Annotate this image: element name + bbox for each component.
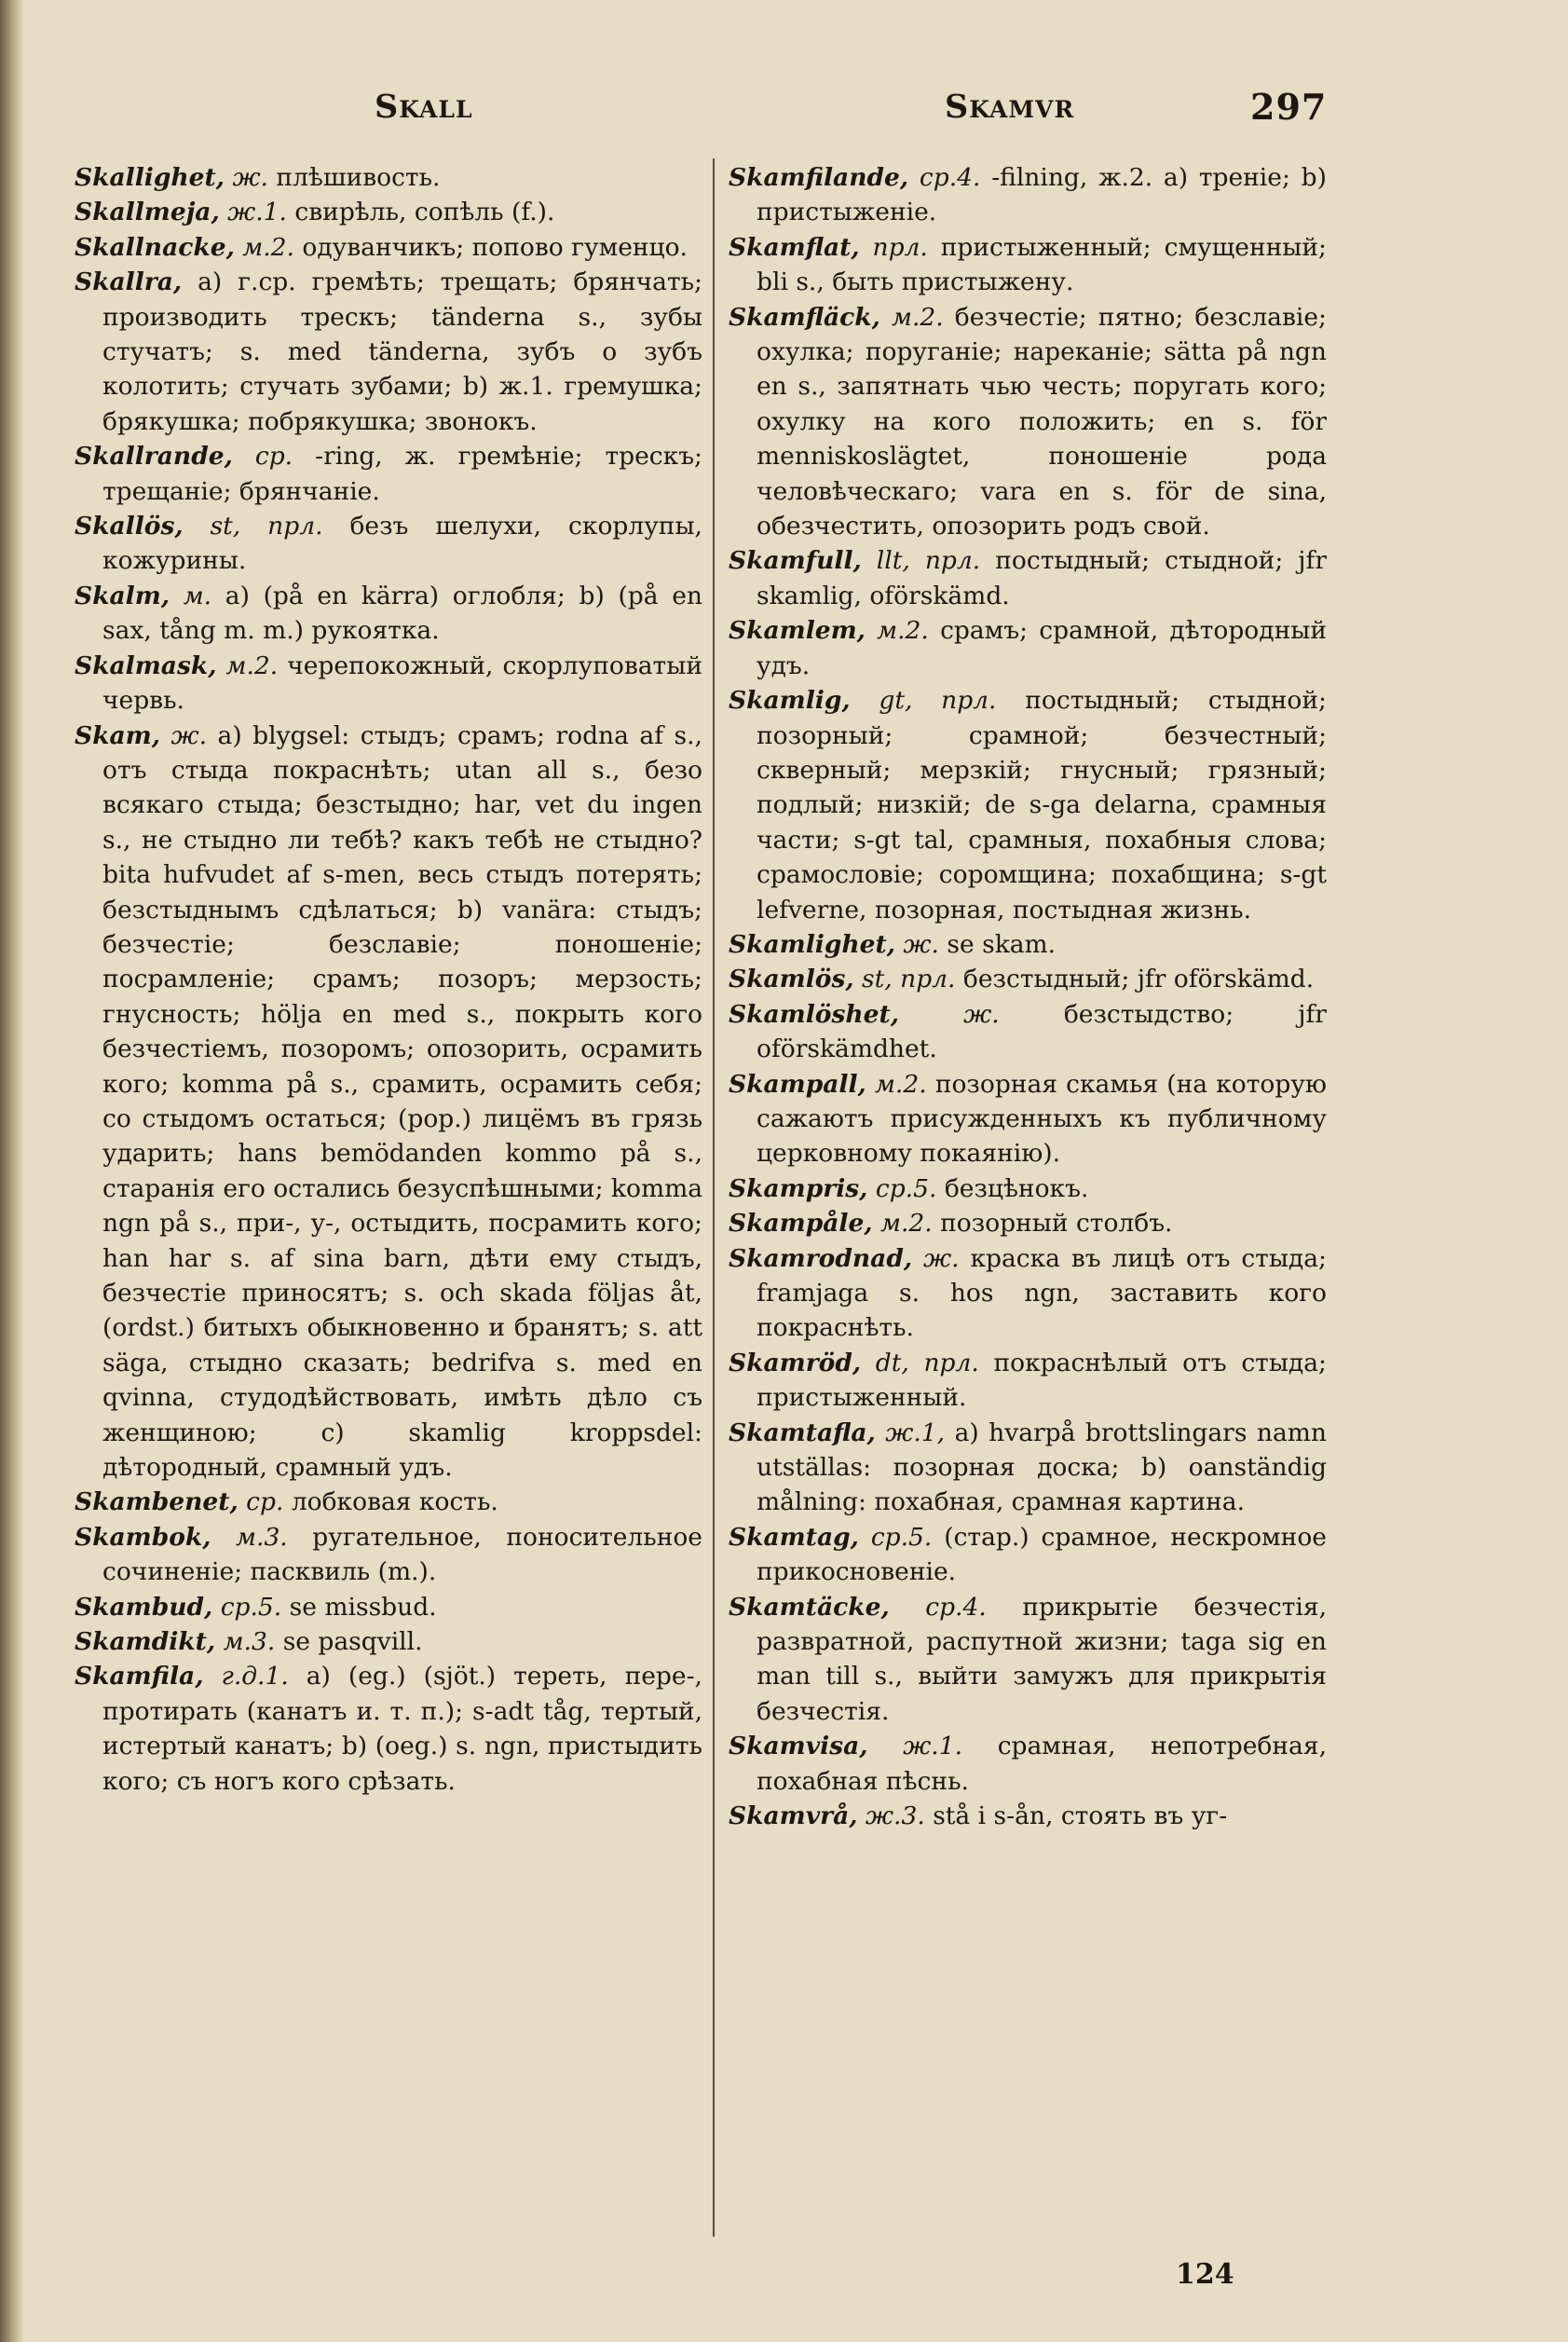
entry-headword: Skallmeja,: [75, 198, 220, 227]
entry-headword: Skallighet,: [75, 163, 225, 192]
entry-grammar: м.2.: [877, 616, 929, 646]
entry-grammar: г.д.1.: [221, 1662, 289, 1691]
entry-headword: Skamlös,: [729, 965, 854, 994]
dictionary-entry: [729, 1241, 1327, 1346]
entry-headword: Skamtafla,: [729, 1418, 876, 1447]
entry-grammar: м.2.: [891, 302, 944, 332]
running-header: [69, 82, 1327, 138]
entry-grammar: ж.: [232, 163, 268, 192]
entry-definition: (стар.) срамное, нескромное прикосновеніе.: [757, 1522, 1327, 1587]
entry-headword: Skamdikt,: [75, 1627, 216, 1657]
dictionary-entry: [729, 230, 1327, 300]
entry-grammar: ж.: [170, 720, 207, 750]
dictionary-entry: [729, 543, 1327, 613]
dictionary-entry: [729, 1206, 1327, 1240]
entry-definition: se missbud.: [289, 1592, 437, 1622]
entry-definition: краска въ лицѣ отъ стыда; framjaga s. hos ngn, заставить кого покраснѣть.: [757, 1243, 1327, 1343]
dictionary-entry: [729, 613, 1327, 683]
entry-definition: срамъ; срамной, дѣтородный удъ.: [757, 616, 1327, 680]
dictionary-entry: [75, 1520, 702, 1590]
entry-headword: Skamfull,: [729, 546, 862, 576]
entry-definition: a) blygsel: стыдъ; срамъ; rodna af s., отъ стыда покраснѣть; utan all s., безо всякаго стыда; безстыдно; har, vet du ingen s., не стыдно ли тебѣ? какъ тебѣ не стыдно? bita hufvudet af s-men, весь стыдъ потерять; безстыднымъ сдѣлаться; b) vanära: стыдъ; безчестіе; безславіе; поношеніе; посрамленіе; срамъ; позоръ; мерзость; гнусность; hölja en med s., покрыть кого безчестіемъ, позоромъ; опозорить, осрамить кого; komma på s., срамить, осрамить себя; со стыдомъ остаться; (рор.) лицёмъ въ грязь ударить; hans bemödanden kommo på s., старанія его остались безуспѣшными; komma ngn på s., при-, у-, остыдить, посрамить кого; han har s. af sina barn, дѣти ему стыдъ, безчестіе приносятъ; s. och skada följas åt, (ordst.) битыхъ обыкновенно и бранятъ; s. att säga, стыдно сказать; bedrifva s. med en qvinna, студодѣйствовать, имѣть дѣло съ женщиною; c) skamlig kroppsdel: дѣторoдный, срамный удъ.: [102, 720, 702, 1483]
entry-grammar: dt, прл.: [875, 1348, 979, 1377]
entry-grammar: ср.5.: [870, 1522, 933, 1552]
entry-grammar: st, прл.: [210, 512, 323, 541]
dictionary-entry: [729, 997, 1327, 1067]
left-column: [75, 160, 702, 2239]
dictionary-entry: [75, 195, 702, 229]
entry-definition: a) г.ср. гремѣть; трещать; брянчать; производить трескъ; tänderna s., зубы стучатъ; s. med tänderna, зубъ о зубъ колотить; стучать зубами; b) ж.1. гремушка; брякушка; побрякушка; звонокъ.: [102, 267, 702, 436]
entry-grammar: ср.4.: [919, 163, 981, 192]
entry-definition: прикрытіе безчестія, развратной, распутной жизни; taga sig en man till s., выйти замужъ для прикрытія безчестія.: [757, 1592, 1327, 1726]
entry-definition: постыдный; стыдной; jfr skamlig, oförskämd.: [757, 546, 1327, 610]
dictionary-entry: [75, 509, 702, 579]
dictionary-entry: [75, 1485, 702, 1519]
entry-headword: Skamfilande,: [729, 163, 909, 192]
entry-grammar: м.: [183, 581, 212, 610]
entry-grammar: прл.: [872, 232, 928, 262]
entry-grammar: llt, прл.: [876, 546, 981, 576]
right-column: [729, 160, 1327, 2239]
entry-definition: позорный столбъ.: [940, 1209, 1173, 1239]
entry-headword: Skambenet,: [75, 1487, 239, 1517]
entry-definition: -filning, ж.2. a) треніе; b) пристыженіе.: [757, 163, 1327, 227]
entry-grammar: ж.: [922, 1243, 960, 1273]
entry-definition: -ring, ж. гремѣніе; трескъ; трещаніе; брянчаніе.: [102, 442, 702, 506]
entry-headword: Skamvrå,: [729, 1801, 858, 1831]
entry-headword: Skamlöshet,: [729, 999, 899, 1029]
entry-definition: свирѣль, сопѣль (f.).: [294, 198, 555, 227]
entry-grammar: st, прл.: [862, 965, 956, 994]
entry-definition: одуванчикъ; попово гуменцо.: [302, 232, 688, 262]
entry-grammar: ж.: [963, 999, 1000, 1029]
entry-headword: Skamröd,: [729, 1348, 862, 1377]
entry-headword: Skamfläck,: [729, 302, 880, 332]
page-number: 297: [1250, 86, 1328, 128]
entry-grammar: ж.1,: [885, 1418, 946, 1447]
entry-grammar: м.2.: [242, 232, 294, 262]
dictionary-entry: [729, 1520, 1327, 1590]
entry-definition: черепокожный, скорлуповатый червь.: [102, 651, 702, 716]
entry-definition: пристыженный; смущенный; bli s., быть пристыжену.: [757, 232, 1327, 297]
page-edge-shadow: [0, 0, 24, 2342]
column-divider: [713, 158, 715, 2237]
entry-grammar: м.3.: [223, 1627, 276, 1657]
dictionary-entry: [729, 962, 1327, 996]
dictionary-entry: [75, 265, 702, 439]
entry-definition: плѣшивость.: [276, 163, 441, 192]
entry-headword: Skampåle,: [729, 1209, 873, 1239]
dictionary-entry: [75, 719, 702, 1486]
entry-headword: Skallrande,: [75, 442, 233, 472]
entry-grammar: ж.3.: [865, 1801, 925, 1831]
entry-headword: Skambok,: [75, 1522, 211, 1552]
entry-definition: a) hvarpå brottslingars namn utställas: позорная доска; b) oanständig målning: похабная, срамная картина.: [757, 1418, 1327, 1517]
entry-definition: stå i s-ån, стоять въ уг-: [933, 1801, 1228, 1831]
entry-headword: Skamlem,: [729, 616, 866, 646]
dictionary-entry: [75, 439, 702, 509]
entry-headword: Skambud,: [75, 1592, 213, 1622]
entry-definition: безцѣнокъ.: [944, 1173, 1089, 1203]
entry-headword: Skampris,: [729, 1173, 868, 1203]
entry-grammar: ср.: [254, 442, 293, 472]
entry-definition: ругательное, поносительное сочиненіе; пасквиль (m.).: [102, 1522, 702, 1587]
dictionary-entry: [729, 927, 1327, 962]
signature-mark: 124: [1176, 2258, 1234, 2291]
entry-definition: лобковая кость.: [291, 1487, 498, 1517]
entry-grammar: ж.1.: [227, 198, 287, 227]
dictionary-entry: [729, 1729, 1327, 1799]
dictionary-entry: [729, 160, 1327, 230]
dictionary-entry: [729, 1171, 1327, 1206]
dictionary-entry: [729, 1067, 1327, 1171]
entry-definition: позорная скамья (на которую сажаютъ присужденныхъ къ публичному церковному покаянію).: [757, 1069, 1327, 1169]
dictionary-entry: [75, 1624, 702, 1659]
dictionary-entry: [75, 579, 702, 649]
entry-headword: Skallra,: [75, 267, 183, 297]
dictionary-entry: [729, 1346, 1327, 1416]
entry-grammar: м.3.: [236, 1522, 288, 1552]
entry-definition: безчестіе; пятно; безславіе; охулка; поруганіе; нареканіе; sätta på ngn en s., запятнать чью честь; поругать кого; охулку на кого положить; en s. för menniskoslägtet, поношеніе рода человѣческаго; vara en s. för de sina, обезчестить, опозорить родъ свой.: [757, 302, 1327, 541]
entry-grammar: м.2.: [225, 651, 279, 680]
entry-headword: Skamtäcke,: [729, 1592, 890, 1622]
entry-headword: Skampall,: [729, 1069, 866, 1099]
entry-definition: покраснѣлый отъ стыда; пристыженный.: [757, 1348, 1327, 1413]
entry-grammar: м.2.: [880, 1209, 933, 1239]
dictionary-entry: [729, 300, 1327, 544]
left-running-headword: Skall: [375, 88, 473, 126]
dictionary-entry: [729, 1799, 1327, 1833]
entry-headword: Skalmask,: [75, 651, 217, 680]
entry-headword: Skamlig,: [729, 686, 851, 716]
entry-definition: безстыдство; jfr oförskämdhet.: [757, 999, 1327, 1064]
entry-grammar: ср.: [246, 1487, 284, 1517]
entry-headword: Skallös,: [75, 512, 184, 541]
entry-headword: Skallnacke,: [75, 232, 235, 262]
dictionary-entry: [75, 160, 702, 195]
dictionary-entry: [729, 1590, 1327, 1730]
entry-grammar: ср.4.: [925, 1592, 987, 1622]
entry-grammar: ж.: [903, 929, 939, 959]
dictionary-entry: [75, 649, 702, 719]
entry-grammar: ж.1.: [903, 1732, 963, 1761]
entry-grammar: ср.5.: [220, 1592, 282, 1622]
dictionary-entry: [729, 683, 1327, 927]
entry-headword: Skalm,: [75, 581, 170, 610]
entry-headword: Skamlighet,: [729, 929, 895, 959]
dictionary-entry: [729, 1416, 1327, 1520]
entry-definition: a) (på en kärra) оглобля; b) (på en sax, tång m. m.) рукоятка.: [102, 581, 702, 646]
entry-definition: безстыдный; jfr oförskämd.: [962, 965, 1315, 994]
entry-definition: безъ шелухи, скорлупы, кожурины.: [102, 512, 702, 576]
dictionary-entry: [75, 1590, 702, 1624]
entry-definition: a) (eg.) (sjöt.) тереть, пере-, протирать (канатъ и. т. п.); s-adt tåg, тертый, истертый канатъ; b) (oeg.) s. ngn, пристыдить кого; съ ногъ кого срѣзать.: [102, 1662, 702, 1796]
entry-definition: se pasqvill.: [282, 1627, 423, 1657]
entry-headword: Skamfila,: [75, 1662, 204, 1691]
dictionary-page: [69, 82, 1327, 2300]
entry-grammar: ср.5.: [875, 1173, 937, 1203]
entry-headword: Skam,: [75, 720, 160, 750]
entry-headword: Skamrodnad,: [729, 1243, 913, 1273]
entry-grammar: м.2.: [874, 1069, 927, 1099]
right-running-headword: Skamvr: [945, 88, 1075, 126]
entry-grammar: gt, прл.: [879, 686, 997, 716]
entry-headword: Skamflat,: [729, 232, 860, 262]
entry-definition: срамная, непотребная, похабная пѣснь.: [757, 1732, 1327, 1796]
entry-definition: se skam.: [947, 929, 1057, 959]
dictionary-entry: [75, 1659, 702, 1799]
entry-headword: Skamtag,: [729, 1522, 859, 1552]
entry-headword: Skamvisa,: [729, 1732, 868, 1761]
entry-definition: постыдный; стыдной; позорный; срамной; безчестный; скверный; мерзкій; гнусный; грязный; подлый; низкій; de s-ga delarna, срамныя части; s-gt tal, срамныя, похабныя слова; срамословіе; сорoмщина; похабщина; s-gt lefverne, позорная, постыдная жизнь.: [757, 686, 1327, 924]
dictionary-entry: [75, 230, 702, 265]
